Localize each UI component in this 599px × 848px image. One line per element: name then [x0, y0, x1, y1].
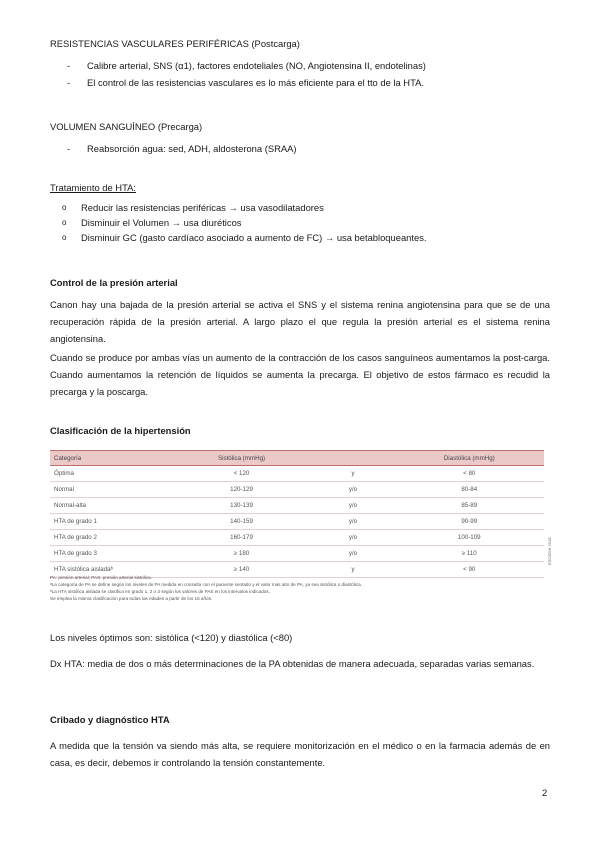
table-cell: HTA de grado 3 — [50, 546, 172, 562]
table-cell: 160-179 — [172, 530, 312, 546]
circle-bullet-icon: o — [62, 233, 67, 242]
hypertension-classification-table — [50, 450, 544, 578]
column-header-category: Categoría — [50, 451, 172, 466]
table-cell: ≥ 140 — [172, 562, 312, 578]
diagnosis-text: Dx HTA: media de dos o más determinaciones de la PA obtenidas de manera adecuada, separadas varias semanas. — [50, 658, 535, 669]
rvp-heading: RESISTENCIAS VASCULARES PERIFÉRICAS (Postcarga) — [50, 38, 300, 49]
table-cell: Óptima — [50, 466, 172, 482]
column-header-systolic: Sistólica (mmHg) — [172, 451, 312, 466]
table-cell: ≥ 180 — [172, 546, 312, 562]
table-row — [50, 546, 544, 562]
table-footnote-3: ᵇLa HTA sistólica aislada se clasifica en grado 1, 2 o 3 según los valores de PAS en los intervalos indicados. — [50, 589, 270, 594]
dash-bullet: - — [67, 77, 71, 88]
table-cell: y — [311, 466, 394, 482]
vs-item-1-text: Reabsorción agua: sed, ADH, aldosterona (SRAA) — [87, 143, 297, 154]
tto-item-3-text: Disminuir GC (gasto cardíaco asociado a aumento de FC) → usa betabloqueantes. — [81, 232, 427, 243]
clasif-heading: Clasificación de la hipertensión — [50, 425, 191, 436]
cribado-paragraph: A medida que la tensión va siendo más alta, se requiere monitorización en el médico o en la farmacia además de en casa, es decir, debemos ir controlando la tensión constantemente. — [50, 740, 550, 768]
table-cell: ≥ 110 — [395, 546, 544, 562]
table-cell: y/o — [311, 482, 394, 498]
tto-heading: Tratamiento de HTA: — [50, 182, 136, 193]
table-cell: y/o — [311, 546, 394, 562]
table-footnote-4: Se emplea la misma clasificación para todas las edades a partir de los 16 años. — [50, 596, 213, 601]
table-cell: 85-89 — [395, 498, 544, 514]
vs-heading: VOLUMEN SANGUÍNEO (Precarga) — [50, 121, 203, 132]
table-cell: 90-99 — [395, 514, 544, 530]
table-cell: < 120 — [172, 466, 312, 482]
table-row — [50, 514, 544, 530]
control-heading: Control de la presión arterial — [50, 277, 178, 288]
tto-item-1-text: Reducir las resistencias periféricas → usa vasodilatadores — [81, 202, 324, 213]
table-cell: 130-139 — [172, 498, 312, 514]
column-header-connector — [311, 451, 394, 466]
table-cell: 80-84 — [395, 482, 544, 498]
table-cell: HTA de grado 1 — [50, 514, 172, 530]
table-footnote-2: ᵃLa categoría de PA se define según los niveles de PA medida en consulta con el paciente sentado y el valor más alto de PA, ya sea sistólica o diastólica. — [50, 582, 362, 587]
table-cell: 140-159 — [172, 514, 312, 530]
table-source-label: ESC/ESH 2018 — [547, 537, 552, 565]
table-row — [50, 466, 544, 482]
optimal-levels-text: Los niveles óptimos son: sistólica (<120) y diastólica (<80) — [50, 632, 293, 643]
table-row — [50, 482, 544, 498]
circle-bullet-icon: o — [62, 218, 67, 227]
table-cell: y/o — [311, 514, 394, 530]
table-cell: < 90 — [395, 562, 544, 578]
table-header-row — [50, 451, 544, 466]
control-paragraph-1: Canon hay una bajada de la presión arterial se activa el SNS y el sistema renina angiotensina para que se de una recuperación rápida de la presión arterial. A largo plazo el que regula la presión arterial es el sistema renina angiotensina. — [50, 299, 550, 344]
table-cell: y/o — [311, 530, 394, 546]
rvp-item-1-text: Calibre arterial, SNS (α1), factores endoteliales (NO, Angiotensina II, endotelinas) — [87, 60, 426, 71]
page-number: 2 — [542, 788, 548, 799]
rvp-item-2-text: El control de las resistencias vasculares es lo más eficiente para el tto de la HTA. — [87, 77, 424, 88]
table-footnote-1: PA: presión arterial; PAS: presión arterial sistólica. — [50, 575, 152, 580]
circle-bullet-icon: o — [62, 203, 67, 212]
table-cell: Normal-alta — [50, 498, 172, 514]
table-cell: y — [311, 562, 394, 578]
column-header-diastolic: Diastólica (mmHg) — [395, 451, 544, 466]
table-cell: Normal — [50, 482, 172, 498]
table-cell: y/o — [311, 498, 394, 514]
tto-item-2-text: Disminuir el Volumen → usa diuréticos — [81, 217, 242, 228]
table-cell: 120-129 — [172, 482, 312, 498]
dash-bullet: - — [67, 143, 71, 154]
control-paragraph-2: Cuando se produce por ambas vías un aumento de la contracción de los casos sanguíneos aumentamos la post-carga. Cuando aumentamos la retención de líquidos se aumenta la precarga. El objetivo de estos fármaco es recudid la precarga y la poscarga. — [50, 352, 550, 397]
table-cell: 100-109 — [395, 530, 544, 546]
table-cell: HTA de grado 2 — [50, 530, 172, 546]
cribado-heading: Cribado y diagnóstico HTA — [50, 714, 170, 725]
table-row — [50, 498, 544, 514]
table-cell: < 80 — [395, 466, 544, 482]
dash-bullet: - — [67, 60, 71, 71]
table-row — [50, 530, 544, 546]
table-cell: HTA sistólica aisladaᵇ — [50, 562, 172, 578]
